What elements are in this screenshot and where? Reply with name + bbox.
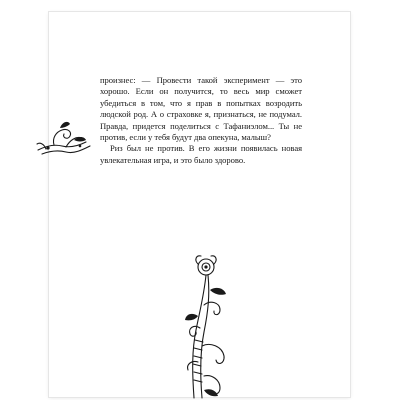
body-text — [100, 75, 302, 166]
paragraph-2: Риз был не против. В его жизни появилась новая увлекательная игра, и это было здорово. — [100, 143, 302, 165]
paragraph-1: произнес: — Провести такой эксперимент — это хорошо. Если он получится, то весь мир сможет убедиться в том, что я прав в попытках возродить людской род. А о страховке я, признаться, не подумал. Правда, придется поделиться с Тафаниэлом... Ты не против, если у тебя будут два опекуна, малыш? — [100, 75, 302, 143]
floral-flourish-icon — [34, 116, 94, 160]
floral-vine-illustration — [180, 250, 236, 400]
